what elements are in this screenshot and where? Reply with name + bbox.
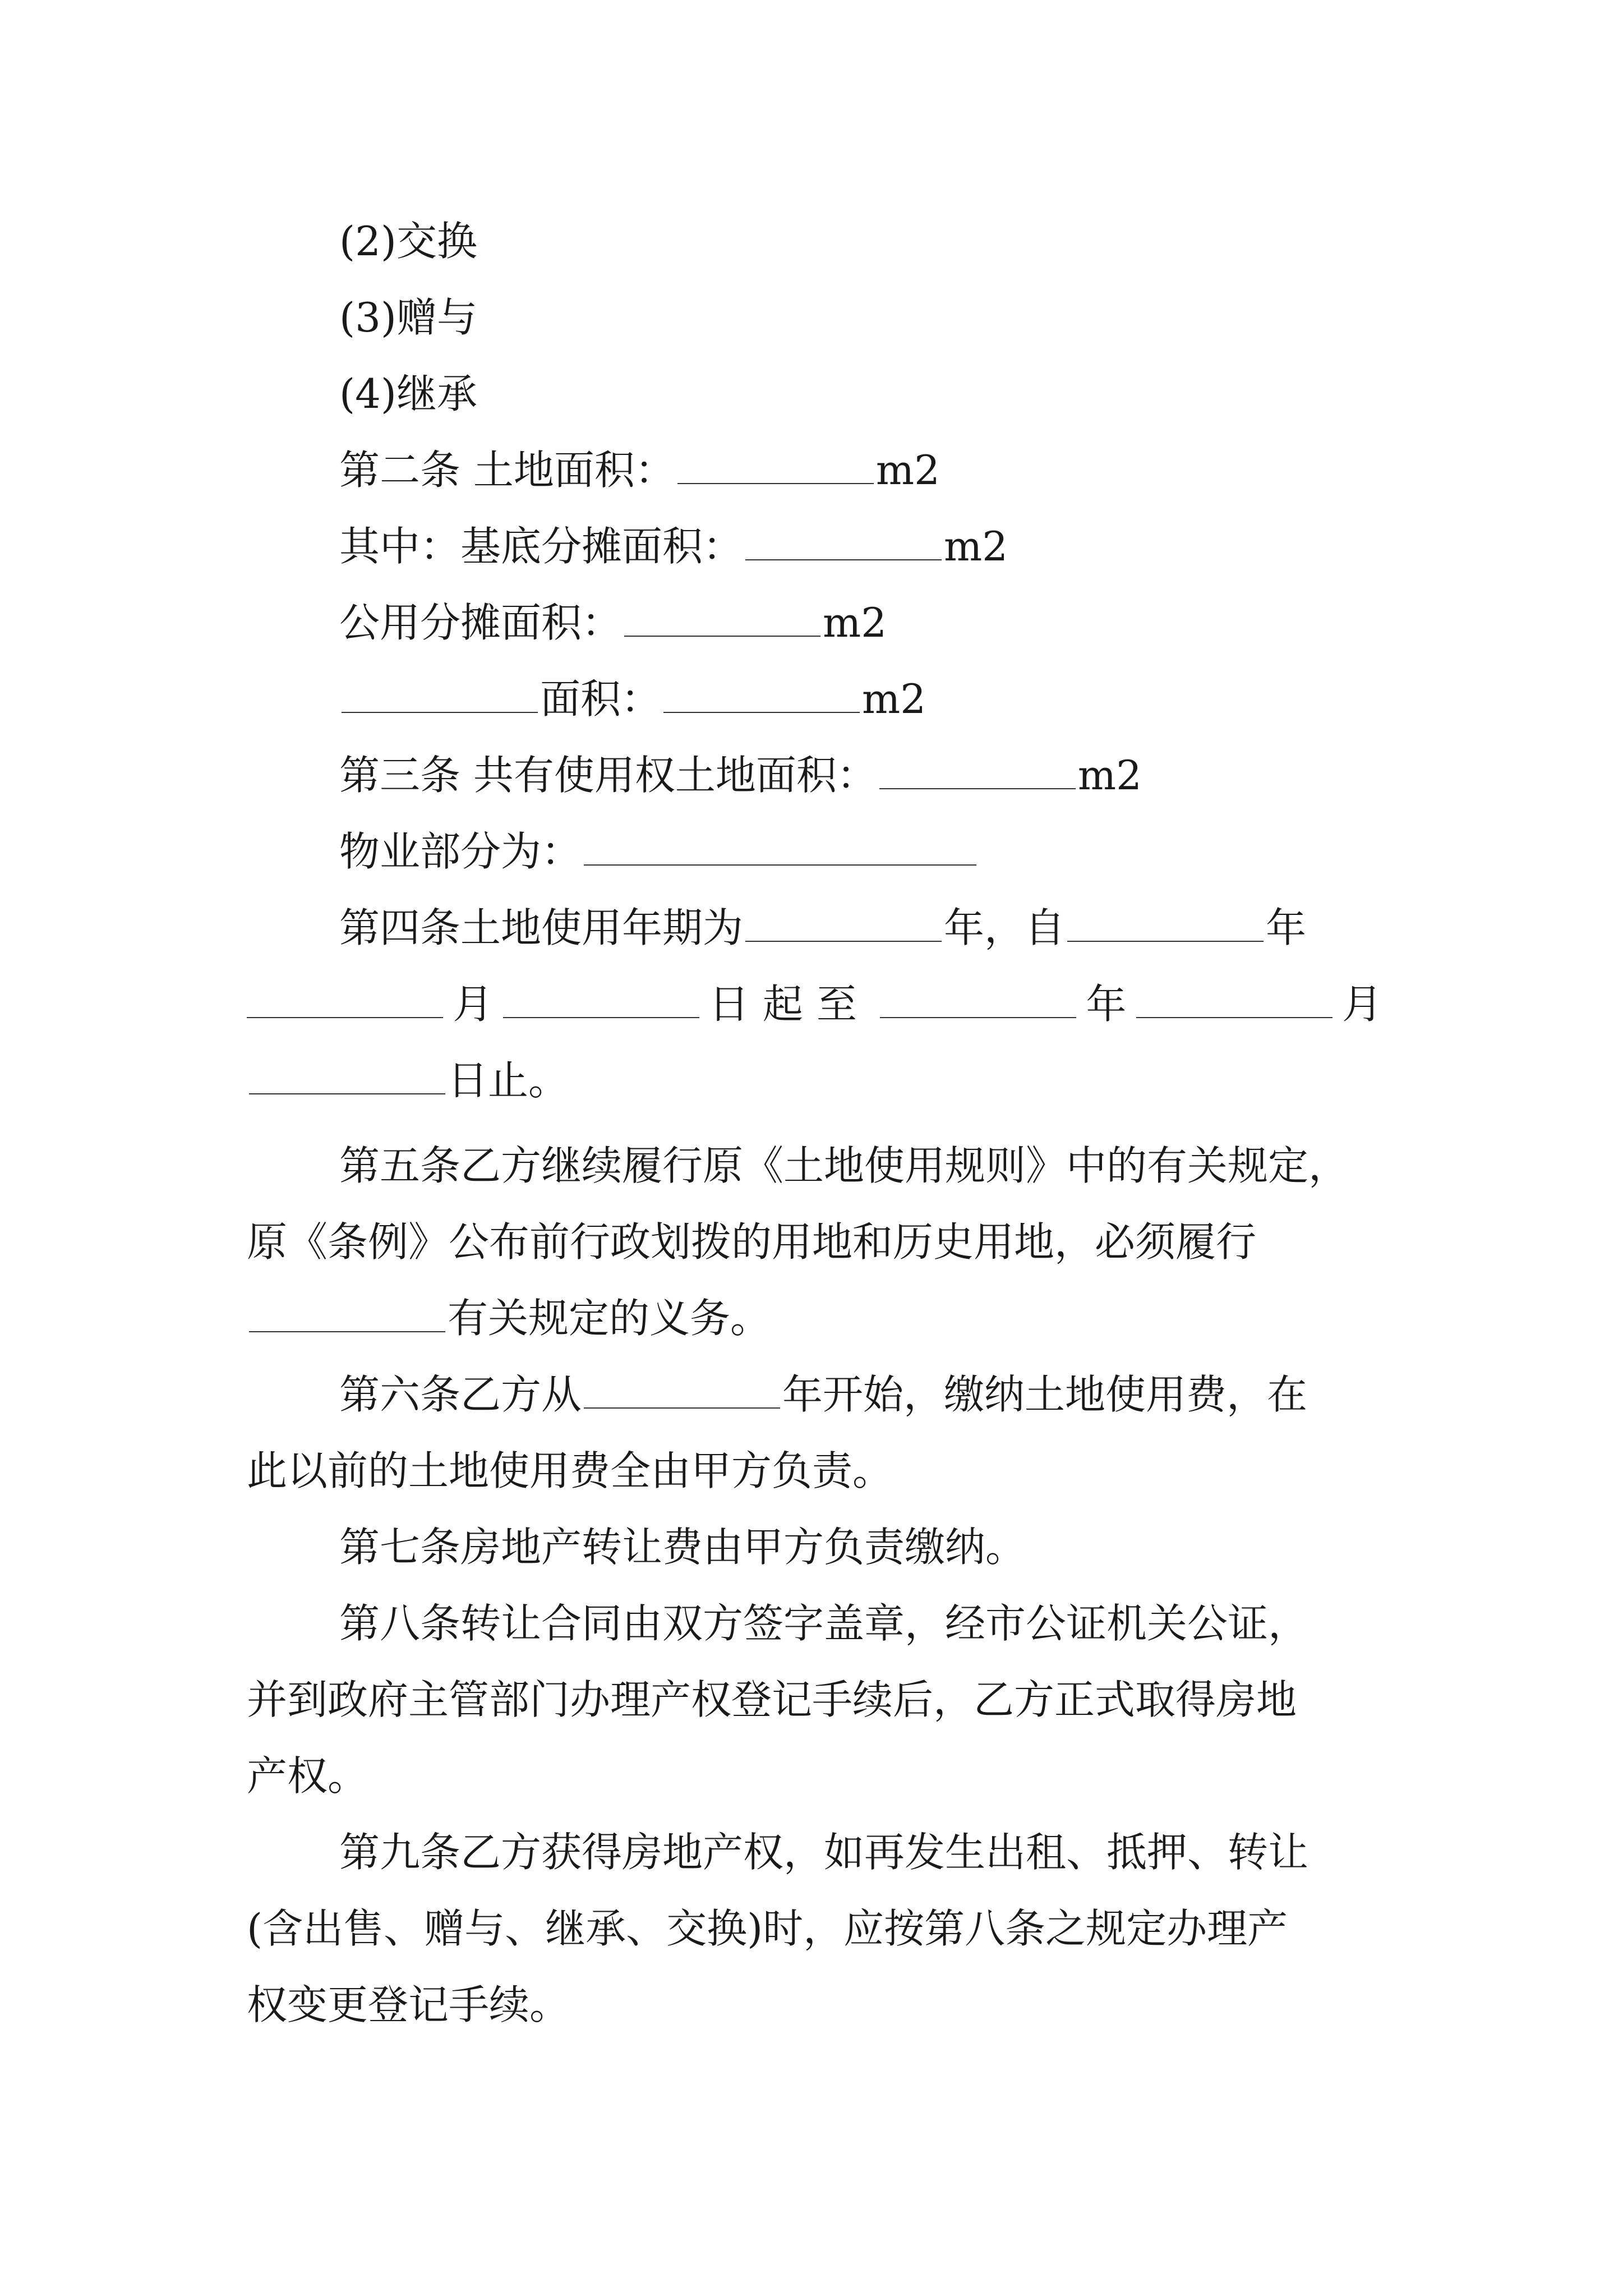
blank-field — [745, 941, 942, 942]
blank-field — [1136, 1017, 1332, 1018]
article-8-line-1: 第八条转让合同由双方签字盖章，经市公证机关公证， — [339, 1600, 1309, 1647]
property-portion: 物业部分为： — [339, 821, 979, 882]
article-4-line-3: 日止。 — [247, 1050, 569, 1111]
article-7: 第七条房地产转让费由甲方负责缴纳。 — [339, 1524, 1026, 1571]
blank-field — [663, 712, 860, 713]
blank-field — [1067, 941, 1264, 942]
article-2-land-area: 第二条 土地面积： m2 — [339, 447, 940, 494]
public-shared-area: 公用分摊面积： m2 — [339, 599, 887, 646]
blank-field — [677, 483, 874, 484]
article-8-line-3: 产权。 — [247, 1752, 368, 1800]
blank-field — [342, 712, 538, 713]
other-area: 面积： m2 — [339, 668, 926, 730]
blank-field — [249, 1331, 445, 1332]
blank-field — [503, 1017, 699, 1018]
item-inheritance: (4)继承 — [339, 370, 477, 417]
blank-field — [624, 636, 820, 637]
article-4-line-1: 第四条土地使用年期为 年，自 年 — [339, 904, 1307, 951]
article-4-line-2: 月 日起至 年 月 — [247, 973, 1382, 1035]
blank-field — [880, 1017, 1076, 1018]
article-8-line-2: 并到政府主管部门办理产权登记手续后，乙方正式取得房地 — [247, 1676, 1297, 1723]
article-3-shared-use-area: 第三条 共有使用权土地面积： m2 — [339, 752, 1142, 799]
article-6-line-2: 此以前的土地使用费全由甲方负责。 — [247, 1447, 893, 1494]
base-shared-area: 其中：基底分摊面积： m2 — [339, 523, 1008, 570]
item-exchange: (2)交换 — [339, 218, 477, 265]
blank-field — [249, 1093, 445, 1094]
article-5-line-2: 原《条例》公布前行政划拨的用地和历史用地，必须履行 — [247, 1218, 1257, 1266]
article-5-line-1: 第五条乙方继续履行原《土地使用规则》中的有关规定， — [339, 1142, 1349, 1189]
article-9-line-1: 第九条乙方获得房地产权，如再发生出租、抵押、转让 — [339, 1829, 1309, 1876]
item-gift: (3)赠与 — [339, 294, 477, 341]
article-9-line-3: 权变更登记手续。 — [247, 1981, 570, 2028]
blank-field — [247, 1017, 443, 1018]
blank-field — [584, 864, 976, 866]
blank-field — [879, 788, 1076, 789]
article-9-line-2: (含出售、赠与、继承、交换)时，应按第八条之规定办理产 — [247, 1905, 1288, 1952]
blank-field — [745, 559, 942, 560]
article-6-line-1: 第六条乙方从 年开始，缴纳土地使用费，在 — [339, 1371, 1308, 1418]
blank-field — [584, 1407, 780, 1409]
article-5-line-3: 有关规定的义务。 — [247, 1287, 771, 1349]
